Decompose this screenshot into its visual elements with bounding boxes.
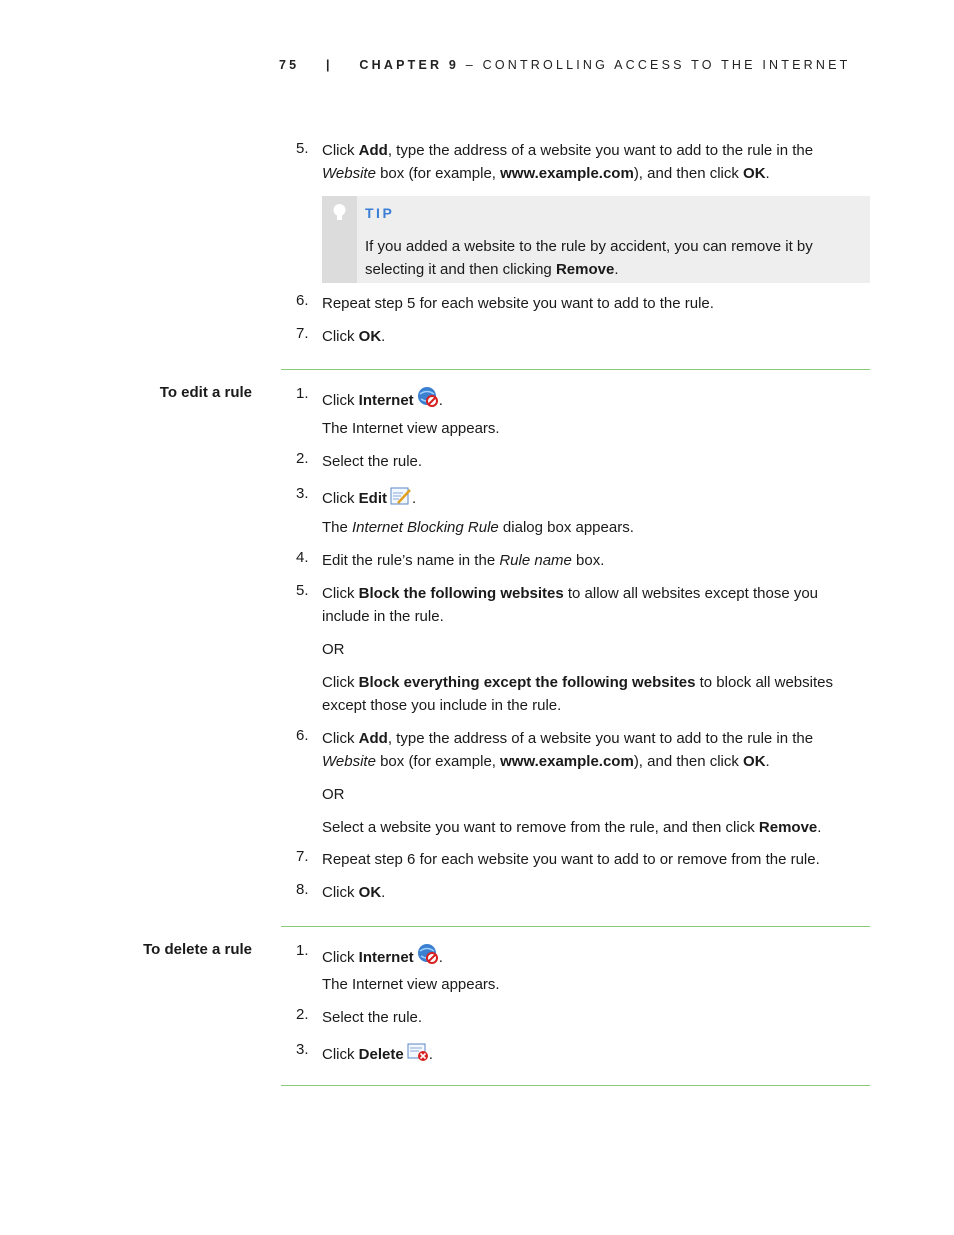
- step-text: Repeat step 5 for each website you want to add to the rule.: [322, 295, 714, 312]
- tip-box: [322, 196, 870, 283]
- step-text: Click Delete .: [322, 1042, 862, 1066]
- section-divider: [281, 369, 870, 370]
- step-text: Click OK.: [322, 328, 386, 345]
- chapter-label: CHAPTER 9: [359, 58, 460, 72]
- tip-text: If you added a website to the rule by accident, you can remove it by selecting it and then clicking Remove.: [365, 238, 813, 278]
- header-separator: |: [326, 58, 333, 72]
- step-number: 1.: [296, 942, 309, 959]
- step-text: Select the rule.: [322, 453, 423, 470]
- delete-icon: [407, 1042, 429, 1062]
- page-number: 75: [279, 58, 300, 72]
- step-number: 1.: [296, 385, 309, 402]
- step-number: 2.: [296, 450, 309, 467]
- step-text: Click OK.: [322, 884, 386, 901]
- step-number: 2.: [296, 1006, 309, 1023]
- step-result: The Internet view appears.: [322, 420, 500, 437]
- step-text: Edit the rule’s name in the Rule name box.: [322, 552, 605, 569]
- step-result: The Internet Blocking Rule dialog box appears.: [322, 519, 634, 536]
- edit-icon: [390, 486, 412, 506]
- step-number: 7.: [296, 325, 309, 342]
- step-number: 4.: [296, 549, 309, 566]
- step-number: 6.: [296, 292, 309, 309]
- section-divider: [281, 926, 870, 927]
- section-label-edit: To edit a rule: [159, 384, 252, 401]
- tip-sidebar: [322, 196, 357, 283]
- step-number: 7.: [296, 848, 309, 865]
- step-alternative: Select a website you want to remove from the rule, and then click Remove.: [322, 819, 822, 836]
- step-text: Click Internet .: [322, 386, 862, 412]
- or-separator: OR: [322, 786, 345, 803]
- step-number: 3.: [296, 485, 309, 502]
- step-number: 6.: [296, 727, 309, 744]
- step-number: 5.: [296, 140, 309, 157]
- or-separator: OR: [322, 641, 345, 658]
- internet-blocked-icon: [417, 943, 439, 965]
- step-text: Select the rule.: [322, 1009, 423, 1026]
- lightbulb-icon: [322, 200, 357, 230]
- step-number: 3.: [296, 1041, 309, 1058]
- step-number: 8.: [296, 881, 309, 898]
- step-text: Click Add, type the address of a website you want to add to the rule in the Website box (for example, www.example.com), and then click OK.: [322, 142, 814, 182]
- step-number: 5.: [296, 582, 309, 599]
- tip-title: TIP: [365, 205, 395, 221]
- internet-blocked-icon: [417, 386, 439, 408]
- step-text: Click Edit .: [322, 486, 862, 510]
- section-divider: [281, 1085, 870, 1086]
- step-text: Click Add, type the address of a website you want to add to the rule in the Website box (for example, www.example.com), and then click OK.: [322, 730, 814, 770]
- chapter-title: – CONTROLLING ACCESS TO THE INTERNET: [465, 58, 851, 72]
- step-text: Repeat step 6 for each website you want to add to or remove from the rule.: [322, 851, 820, 868]
- step-result: The Internet view appears.: [322, 976, 500, 993]
- step-alternative: Click Block everything except the following websites to block all websites except those you include in the rule.: [322, 674, 833, 714]
- step-text: Click Internet .: [322, 943, 862, 969]
- running-header: [279, 58, 850, 72]
- section-label-delete: To delete a rule: [143, 941, 252, 958]
- step-text: Click Block the following websites to allow all websites except those you include in the rule.: [322, 585, 819, 625]
